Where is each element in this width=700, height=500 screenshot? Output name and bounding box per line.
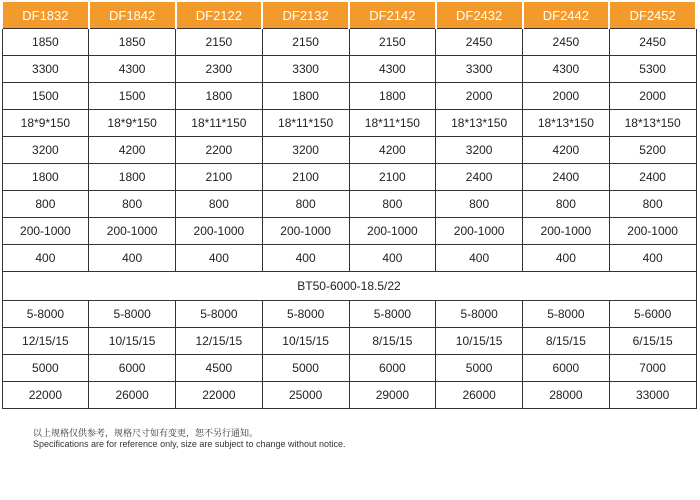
table-cell: 2450 bbox=[523, 29, 610, 56]
table-cell: 4500 bbox=[176, 355, 263, 382]
table-cell: 3300 bbox=[262, 56, 349, 83]
table-cell: 400 bbox=[262, 245, 349, 272]
table-cell: 200-1000 bbox=[89, 218, 176, 245]
table-cell: 26000 bbox=[436, 382, 523, 409]
table-cell: 28000 bbox=[523, 382, 610, 409]
model-header: DF1832 bbox=[2, 2, 89, 29]
table-cell: 3200 bbox=[2, 137, 89, 164]
table-cell: 800 bbox=[176, 191, 263, 218]
table-row bbox=[2, 29, 696, 56]
table-cell: 6000 bbox=[89, 355, 176, 382]
table-cell: 800 bbox=[262, 191, 349, 218]
table-cell: 200-1000 bbox=[176, 218, 263, 245]
table-cell: 1800 bbox=[89, 164, 176, 191]
table-cell: 2200 bbox=[176, 137, 263, 164]
model-header: DF2432 bbox=[436, 2, 523, 29]
table-cell: 5-6000 bbox=[609, 301, 696, 328]
table-cell: 800 bbox=[436, 191, 523, 218]
table-cell: 3300 bbox=[2, 56, 89, 83]
table-cell: 400 bbox=[609, 245, 696, 272]
table-cell: 10/15/15 bbox=[436, 328, 523, 355]
table-cell: 18*13*150 bbox=[523, 110, 610, 137]
table-cell: 200-1000 bbox=[436, 218, 523, 245]
table-cell: 12/15/15 bbox=[2, 328, 89, 355]
model-header: DF2132 bbox=[262, 2, 349, 29]
table-cell: 1800 bbox=[176, 83, 263, 110]
model-header: DF2142 bbox=[349, 2, 436, 29]
table-cell: 3300 bbox=[436, 56, 523, 83]
table-cell: 3200 bbox=[262, 137, 349, 164]
table-cell: 8/15/15 bbox=[523, 328, 610, 355]
table-cell: 200-1000 bbox=[349, 218, 436, 245]
table-cell: 29000 bbox=[349, 382, 436, 409]
table-cell: 7000 bbox=[609, 355, 696, 382]
table-cell: 18*13*150 bbox=[609, 110, 696, 137]
table-cell: 200-1000 bbox=[2, 218, 89, 245]
table-cell: 800 bbox=[523, 191, 610, 218]
table-row bbox=[2, 301, 696, 328]
table-cell: 5000 bbox=[2, 355, 89, 382]
table-cell: 33000 bbox=[609, 382, 696, 409]
table-cell: 5-8000 bbox=[349, 301, 436, 328]
table-row bbox=[2, 382, 696, 409]
table-cell: 800 bbox=[2, 191, 89, 218]
model-header: DF2442 bbox=[523, 2, 610, 29]
model-header: DF2452 bbox=[609, 2, 696, 29]
table-cell: 2150 bbox=[176, 29, 263, 56]
standard-motor-cell: BT50-6000-18.5/22 bbox=[2, 272, 696, 301]
header-row bbox=[2, 2, 696, 29]
table-cell: 4300 bbox=[349, 56, 436, 83]
table-cell: 18*9*150 bbox=[2, 110, 89, 137]
table-cell: 1850 bbox=[2, 29, 89, 56]
spec-table bbox=[1, 2, 697, 409]
table-cell: 5-8000 bbox=[89, 301, 176, 328]
table-cell: 400 bbox=[349, 245, 436, 272]
table-cell: 5200 bbox=[609, 137, 696, 164]
table-row bbox=[2, 110, 696, 137]
table-cell: 6000 bbox=[349, 355, 436, 382]
table-cell: 22000 bbox=[2, 382, 89, 409]
table-cell: 25000 bbox=[262, 382, 349, 409]
table-cell: 18*11*150 bbox=[176, 110, 263, 137]
table-cell: 18*13*150 bbox=[436, 110, 523, 137]
table-cell: 18*9*150 bbox=[89, 110, 176, 137]
table-cell: 22000 bbox=[176, 382, 263, 409]
table-cell: 2450 bbox=[436, 29, 523, 56]
table-cell: 5-8000 bbox=[262, 301, 349, 328]
table-cell: 800 bbox=[89, 191, 176, 218]
model-header: DF2122 bbox=[176, 2, 263, 29]
table-cell: 400 bbox=[523, 245, 610, 272]
table-cell: 2150 bbox=[262, 29, 349, 56]
table-cell: 4200 bbox=[89, 137, 176, 164]
table-cell: 4300 bbox=[89, 56, 176, 83]
table-cell: 10/15/15 bbox=[89, 328, 176, 355]
table-body bbox=[2, 29, 696, 409]
table-cell: 200-1000 bbox=[262, 218, 349, 245]
table-row bbox=[2, 56, 696, 83]
table-cell: 800 bbox=[609, 191, 696, 218]
table-cell: 400 bbox=[89, 245, 176, 272]
table-cell: 18*11*150 bbox=[349, 110, 436, 137]
table-cell: 2450 bbox=[609, 29, 696, 56]
disclaimer-english: Specifications are for reference only, size are subject to change without notice. bbox=[33, 439, 346, 449]
table-cell: 2100 bbox=[262, 164, 349, 191]
table-cell: 18*11*150 bbox=[262, 110, 349, 137]
table-cell: 6/15/15 bbox=[609, 328, 696, 355]
table-row bbox=[2, 218, 696, 245]
table-cell: 400 bbox=[2, 245, 89, 272]
table-row bbox=[2, 83, 696, 110]
table-cell: 2150 bbox=[349, 29, 436, 56]
table-cell: 800 bbox=[349, 191, 436, 218]
table-cell: 1800 bbox=[2, 164, 89, 191]
table-cell: 400 bbox=[436, 245, 523, 272]
table-cell: 2100 bbox=[349, 164, 436, 191]
table-cell: 3200 bbox=[436, 137, 523, 164]
table-cell: 200-1000 bbox=[609, 218, 696, 245]
table-cell: 5000 bbox=[262, 355, 349, 382]
disclaimer-note bbox=[33, 428, 346, 450]
table-cell: 1500 bbox=[89, 83, 176, 110]
table-cell: 4200 bbox=[349, 137, 436, 164]
table-cell: 5-8000 bbox=[523, 301, 610, 328]
table-row bbox=[2, 328, 696, 355]
table-cell: 5000 bbox=[436, 355, 523, 382]
table-cell: 2000 bbox=[609, 83, 696, 110]
table-row bbox=[2, 137, 696, 164]
table-cell: 26000 bbox=[89, 382, 176, 409]
table-cell: 4200 bbox=[523, 137, 610, 164]
table-cell: 5-8000 bbox=[436, 301, 523, 328]
table-cell: 2100 bbox=[176, 164, 263, 191]
table-cell: 200-1000 bbox=[523, 218, 610, 245]
table-cell: 1800 bbox=[262, 83, 349, 110]
disclaimer-chinese: 以上规格仅供参考，规格尺寸如有变更，恕不另行通知。 bbox=[33, 428, 259, 438]
table-cell: 2300 bbox=[176, 56, 263, 83]
table-cell: 1850 bbox=[89, 29, 176, 56]
table-cell: 2000 bbox=[523, 83, 610, 110]
table-cell: 2000 bbox=[436, 83, 523, 110]
table-cell: 5-8000 bbox=[2, 301, 89, 328]
table-row bbox=[2, 164, 696, 191]
table-cell: 2400 bbox=[523, 164, 610, 191]
table-cell: 12/15/15 bbox=[176, 328, 263, 355]
table-cell: 2400 bbox=[609, 164, 696, 191]
table-row bbox=[2, 191, 696, 218]
table-cell: 5300 bbox=[609, 56, 696, 83]
table-cell: 2400 bbox=[436, 164, 523, 191]
table-cell: 400 bbox=[176, 245, 263, 272]
table-cell: 6000 bbox=[523, 355, 610, 382]
table-cell: 10/15/15 bbox=[262, 328, 349, 355]
table-cell: 8/15/15 bbox=[349, 328, 436, 355]
table-cell: 4300 bbox=[523, 56, 610, 83]
model-header: DF1842 bbox=[89, 2, 176, 29]
table-cell: 1500 bbox=[2, 83, 89, 110]
table-row bbox=[2, 245, 696, 272]
table-cell: 1800 bbox=[349, 83, 436, 110]
table-row bbox=[2, 355, 696, 382]
standard-motor-row bbox=[2, 272, 696, 301]
table-cell: 5-8000 bbox=[176, 301, 263, 328]
